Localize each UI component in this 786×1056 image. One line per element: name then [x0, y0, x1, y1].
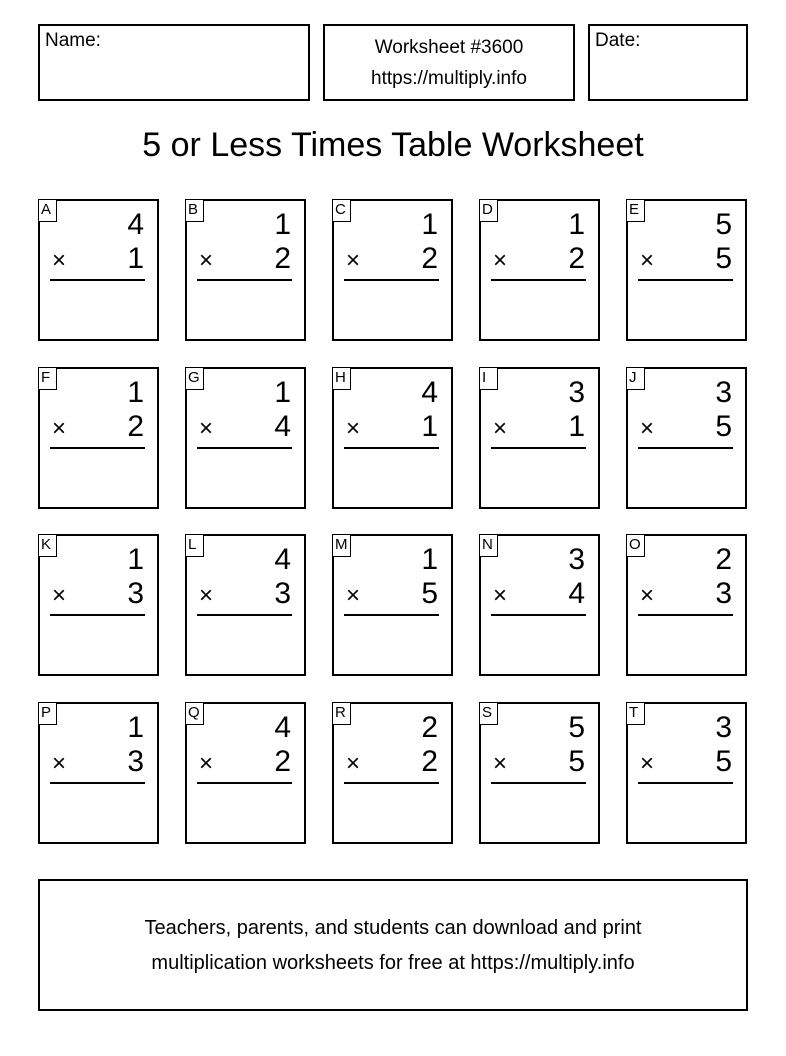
multiplicand: 1: [274, 208, 291, 241]
problem-card[interactable]: [626, 367, 747, 509]
problem-letter: H: [332, 367, 351, 390]
answer-line: [491, 447, 586, 449]
name-label: Name:: [45, 30, 101, 51]
problem-letter: F: [38, 367, 57, 390]
times-sign: ×: [346, 415, 361, 442]
multiplier: 3: [127, 745, 144, 778]
answer-line: [638, 447, 733, 449]
problem-letter: S: [479, 702, 498, 725]
multiplicand: 3: [715, 376, 732, 409]
multiplier: 2: [568, 242, 585, 275]
times-sign: ×: [493, 582, 508, 609]
times-sign: ×: [199, 415, 214, 442]
problem-card[interactable]: [332, 199, 453, 341]
problem-letter: B: [185, 199, 204, 222]
answer-line: [50, 782, 145, 784]
multiplier: 1: [127, 242, 144, 275]
answer-line: [50, 614, 145, 616]
page-title: 5 or Less Times Table Worksheet: [142, 126, 644, 164]
multiplier: 5: [715, 410, 732, 443]
date-label: Date:: [595, 30, 641, 51]
problem-card[interactable]: [479, 534, 600, 676]
answer-line: [50, 447, 145, 449]
problem-card[interactable]: [185, 199, 306, 341]
problem-card[interactable]: [38, 367, 159, 509]
multiplier: 5: [568, 745, 585, 778]
times-sign: ×: [346, 582, 361, 609]
problem-letter: I: [479, 367, 498, 390]
answer-line: [638, 614, 733, 616]
answer-line: [197, 782, 292, 784]
multiplier: 2: [421, 242, 438, 275]
times-sign: ×: [52, 750, 67, 777]
multiplicand: 2: [715, 543, 732, 576]
times-sign: ×: [52, 415, 67, 442]
multiplicand: 1: [127, 543, 144, 576]
times-sign: ×: [493, 247, 508, 274]
problem-card[interactable]: [626, 199, 747, 341]
times-sign: ×: [52, 247, 67, 274]
answer-line: [344, 782, 439, 784]
problem-letter: O: [626, 534, 645, 557]
multiplicand: 5: [715, 208, 732, 241]
problem-letter: J: [626, 367, 645, 390]
times-sign: ×: [493, 750, 508, 777]
multiplier: 2: [421, 745, 438, 778]
problem-letter: E: [626, 199, 645, 222]
times-sign: ×: [640, 582, 655, 609]
problem-card[interactable]: [38, 199, 159, 341]
answer-line: [491, 614, 586, 616]
multiplier: 1: [421, 410, 438, 443]
problem-card[interactable]: [626, 702, 747, 844]
problem-letter: L: [185, 534, 204, 557]
answer-line: [638, 782, 733, 784]
times-sign: ×: [640, 415, 655, 442]
multiplier: 2: [274, 745, 291, 778]
problem-card[interactable]: [185, 367, 306, 509]
multiplicand: 1: [127, 376, 144, 409]
times-sign: ×: [199, 582, 214, 609]
multiplier: 1: [568, 410, 585, 443]
problem-card[interactable]: [626, 534, 747, 676]
problem-card[interactable]: [332, 534, 453, 676]
footer-box: [38, 879, 748, 1011]
answer-line: [491, 782, 586, 784]
multiplicand: 1: [568, 208, 585, 241]
problem-letter: A: [38, 199, 57, 222]
multiplicand: 4: [274, 543, 291, 576]
multiplicand: 1: [421, 208, 438, 241]
answer-line: [491, 279, 586, 281]
problem-letter: T: [626, 702, 645, 725]
worksheet-number: Worksheet #3600: [374, 37, 524, 58]
problem-letter: D: [479, 199, 498, 222]
problem-card[interactable]: [38, 534, 159, 676]
answer-line: [344, 614, 439, 616]
multiplier: 2: [274, 242, 291, 275]
times-sign: ×: [52, 582, 67, 609]
worksheet-website: https://multiply.info: [371, 68, 527, 89]
problem-letter: P: [38, 702, 57, 725]
multiplicand: 2: [421, 711, 438, 744]
problem-letter: M: [332, 534, 351, 557]
name-field-box[interactable]: [38, 24, 310, 101]
times-sign: ×: [640, 247, 655, 274]
problem-card[interactable]: [332, 702, 453, 844]
multiplicand: 4: [421, 376, 438, 409]
times-sign: ×: [199, 247, 214, 274]
problem-letter: G: [185, 367, 204, 390]
multiplicand: 3: [568, 543, 585, 576]
answer-line: [344, 447, 439, 449]
multiplicand: 1: [274, 376, 291, 409]
multiplicand: 4: [274, 711, 291, 744]
problem-letter: R: [332, 702, 351, 725]
times-sign: ×: [346, 750, 361, 777]
problem-grid: [38, 199, 748, 842]
times-sign: ×: [346, 247, 361, 274]
answer-line: [638, 279, 733, 281]
problem-card[interactable]: [38, 702, 159, 844]
problem-card[interactable]: [479, 199, 600, 341]
multiplier: 5: [715, 745, 732, 778]
multiplicand: 4: [127, 208, 144, 241]
multiplicand: 1: [127, 711, 144, 744]
multiplier: 5: [715, 242, 732, 275]
date-field-box[interactable]: [588, 24, 748, 101]
multiplier: 3: [127, 577, 144, 610]
answer-line: [50, 279, 145, 281]
answer-line: [197, 447, 292, 449]
problem-card[interactable]: [185, 702, 306, 844]
worksheet-info-box: [323, 24, 575, 101]
multiplicand: 5: [568, 711, 585, 744]
multiplier: 3: [274, 577, 291, 610]
multiplicand: 3: [568, 376, 585, 409]
problem-letter: C: [332, 199, 351, 222]
problem-letter: N: [479, 534, 498, 557]
answer-line: [344, 279, 439, 281]
problem-card[interactable]: [332, 367, 453, 509]
answer-line: [197, 614, 292, 616]
times-sign: ×: [640, 750, 655, 777]
answer-line: [197, 279, 292, 281]
multiplier: 4: [568, 577, 585, 610]
problem-card[interactable]: [479, 367, 600, 509]
multiplicand: 3: [715, 711, 732, 744]
times-sign: ×: [199, 750, 214, 777]
problem-card[interactable]: [479, 702, 600, 844]
multiplier: 2: [127, 410, 144, 443]
multiplier: 3: [715, 577, 732, 610]
problem-card[interactable]: [185, 534, 306, 676]
multiplier: 5: [421, 577, 438, 610]
problem-letter: Q: [185, 702, 204, 725]
times-sign: ×: [493, 415, 508, 442]
multiplier: 4: [274, 410, 291, 443]
footer-line-1: Teachers, parents, and students can download and print: [144, 917, 642, 939]
problem-letter: K: [38, 534, 57, 557]
multiplicand: 1: [421, 543, 438, 576]
footer-line-2: multiplication worksheets for free at https://multiply.info: [151, 952, 635, 974]
